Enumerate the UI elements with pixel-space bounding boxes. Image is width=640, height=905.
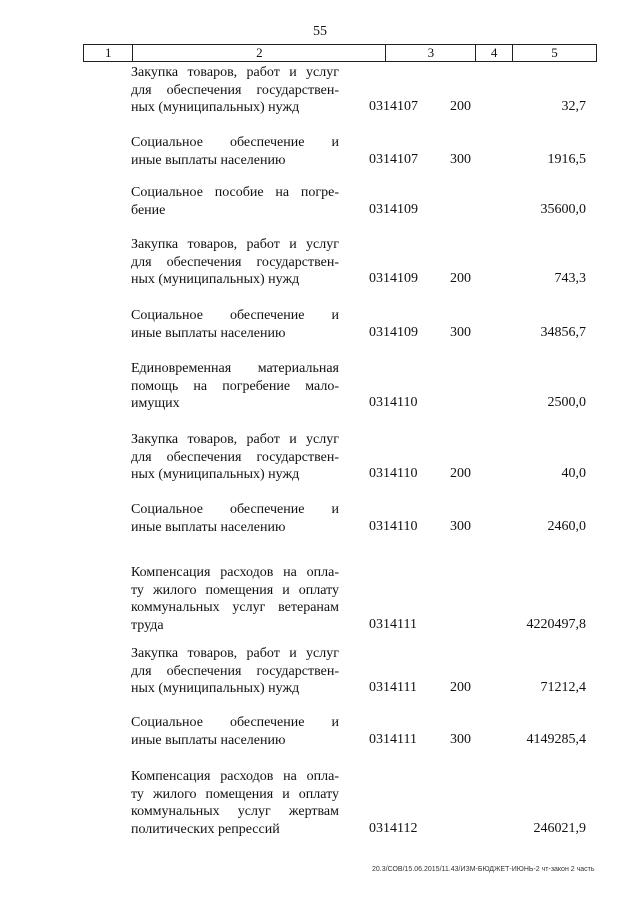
description-line: бение — [131, 202, 166, 218]
column-header-2: 2 — [133, 45, 386, 62]
row-description — [131, 360, 339, 413]
row-code: 0314107 — [369, 151, 418, 167]
row-expense-type: 300 — [450, 731, 471, 747]
description-line: ных (муниципальных) нужд — [131, 681, 300, 696]
description-line: иные выплаты населению — [131, 325, 286, 341]
row-amount: 1916,5 — [547, 151, 586, 167]
description-line: иные выплаты населению — [131, 152, 286, 168]
description-line: коммунальных услуг ветеранам — [131, 600, 339, 615]
description-line: иные выплаты населению — [131, 519, 286, 535]
row-code: 0314111 — [369, 731, 417, 747]
row-description — [131, 184, 339, 219]
description-line: ных (муниципальных) нужд — [131, 272, 300, 287]
description-line: Единовременная материальная — [131, 361, 339, 376]
footer-file-ref: 20.3/СОВ/15.06.2015/11.43/ИЗМ-БЮДЖЕТ-ИЮНЬ-2 чт-закон 2 часть — [372, 866, 595, 873]
description-line: для обеспечения государствен- — [131, 254, 339, 270]
description-line: ту жилого помещения и оплату — [131, 582, 339, 598]
row-expense-type: 200 — [450, 466, 471, 481]
description-line: Социальное обеспечение и — [131, 135, 339, 150]
page-number: 55 — [313, 24, 327, 39]
row-description — [131, 768, 339, 838]
description-line: ту жилого помещения и оплату — [131, 786, 339, 802]
description-line: для обеспечения государствен- — [131, 449, 339, 465]
row-description — [131, 307, 339, 342]
row-amount: 743,3 — [554, 271, 586, 286]
description-line: Социальное обеспечение и — [131, 715, 339, 730]
row-code: 0314110 — [369, 518, 418, 534]
row-expense-type: 300 — [450, 518, 471, 534]
row-description — [131, 236, 339, 289]
column-header-1: 1 — [84, 45, 133, 62]
description-line: Социальное пособие на погре- — [131, 185, 339, 200]
row-amount: 246021,9 — [533, 820, 586, 836]
row-description — [131, 64, 339, 117]
row-expense-type: 200 — [450, 680, 471, 695]
row-amount: 34856,7 — [540, 324, 586, 340]
row-description — [131, 645, 339, 698]
description-line: Компенсация расходов на опла- — [131, 565, 339, 580]
row-description — [131, 501, 339, 536]
description-line: Закупка товаров, работ и услуг — [131, 237, 339, 252]
row-amount: 2460,0 — [547, 518, 586, 534]
row-code: 0314107 — [369, 99, 418, 114]
description-line: политических репрессий — [131, 821, 280, 837]
row-code: 0314109 — [369, 201, 418, 217]
row-expense-type: 200 — [450, 99, 471, 114]
column-header-5: 5 — [512, 45, 596, 62]
row-code: 0314109 — [369, 271, 418, 286]
row-description — [131, 134, 339, 169]
description-line: помощь на погребение мало- — [131, 378, 339, 394]
row-amount: 32,7 — [561, 99, 586, 114]
column-header-table — [83, 44, 597, 62]
description-line: для обеспечения государствен- — [131, 663, 339, 679]
row-amount: 71212,4 — [540, 680, 586, 695]
description-line: труда — [131, 617, 164, 633]
column-header-4: 4 — [476, 45, 513, 62]
description-line: Закупка товаров, работ и услуг — [131, 65, 339, 80]
description-line: Закупка товаров, работ и услуг — [131, 432, 339, 447]
column-header-3: 3 — [386, 45, 476, 62]
row-amount: 2500,0 — [547, 395, 586, 410]
row-expense-type: 300 — [450, 151, 471, 167]
description-line: ных (муниципальных) нужд — [131, 100, 300, 115]
row-expense-type: 300 — [450, 324, 471, 340]
row-amount: 4149285,4 — [526, 731, 586, 747]
description-line: Закупка товаров, работ и услуг — [131, 646, 339, 661]
row-code: 0314111 — [369, 680, 417, 695]
description-line: ных (муниципальных) нужд — [131, 467, 300, 482]
row-code: 0314110 — [369, 466, 418, 481]
description-line: для обеспечения государствен- — [131, 82, 339, 98]
description-line: Компенсация расходов на опла- — [131, 769, 339, 784]
row-amount: 40,0 — [561, 466, 586, 481]
row-amount: 4220497,8 — [526, 616, 586, 632]
description-line: Социальное обеспечение и — [131, 308, 339, 323]
description-line: имущих — [131, 396, 180, 411]
row-description — [131, 564, 339, 634]
row-code: 0314111 — [369, 616, 417, 632]
row-code: 0314110 — [369, 395, 418, 410]
row-code: 0314112 — [369, 820, 418, 836]
description-line: Социальное обеспечение и — [131, 502, 339, 517]
row-description — [131, 431, 339, 484]
row-code: 0314109 — [369, 324, 418, 340]
description-line: иные выплаты населению — [131, 732, 286, 748]
description-line: коммунальных услуг жертвам — [131, 804, 339, 819]
row-description — [131, 714, 339, 749]
row-amount: 35600,0 — [540, 201, 586, 217]
row-expense-type: 200 — [450, 271, 471, 286]
